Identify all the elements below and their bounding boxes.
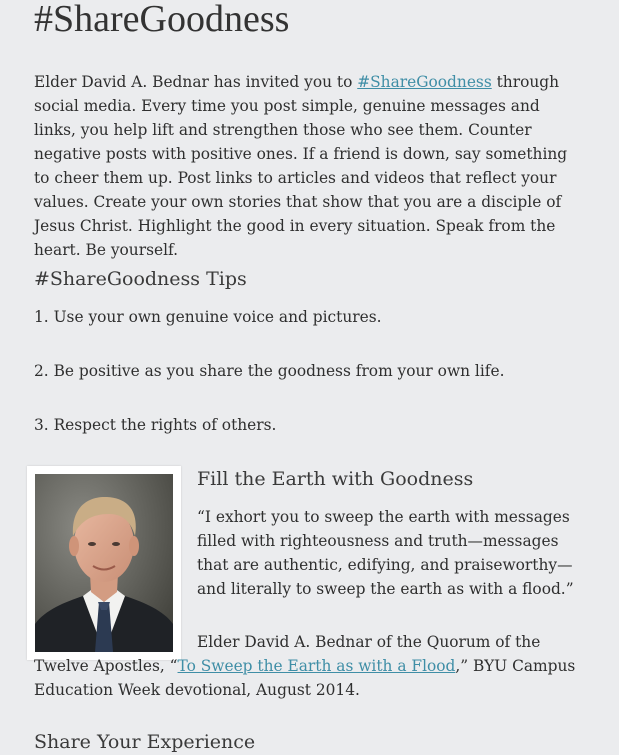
attribution-text-after: ,” BYU Campus Education Week devotional, August 2014.: [34, 657, 576, 699]
tip-item: 1. Use your own genuine voice and pictures.: [34, 308, 382, 326]
attribution-text-before: Elder David A. Bednar of the Quorum of the Twelve Apostles, “: [34, 633, 541, 675]
tips-heading: #ShareGoodness Tips: [34, 268, 247, 290]
intro-text-before: Elder David A. Bednar has invited you to: [34, 73, 358, 91]
tip-item: 2. Be positive as you share the goodness from your own life.: [34, 362, 505, 380]
sharegoodness-link[interactable]: #ShareGoodness: [357, 73, 492, 91]
quote-attribution: [34, 630, 590, 702]
share-experience-heading: Share Your Experience: [34, 731, 256, 753]
bednar-quote: “I exhort you to sweep the earth with messages filled with righteousness and truth—messages that are authentic, edifying, and praiseworthy—and literally to sweep the earth as with a flood.”: [197, 508, 574, 598]
fill-earth-heading: Fill the Earth with Goodness: [197, 468, 474, 490]
tip-item: 3. Respect the rights of others.: [34, 416, 277, 434]
page-title: #ShareGoodness: [34, 0, 290, 40]
sweep-earth-link[interactable]: To Sweep the Earth as with a Flood: [177, 657, 456, 675]
portrait-photo: [35, 474, 173, 652]
intro-text-after: through social media. Every time you post simple, genuine messages and links, you help lift and strengthen those who see them. Counter negative posts with positive ones. If a friend is down, say something to cheer them up. Post links to articles and videos that reflect your values. Create your own stories that show that you are a disciple of Jesus Christ. Highlight the good in every situation. Speak from the heart. Be yourself.: [34, 73, 568, 259]
intro-paragraph: [34, 70, 584, 262]
portrait-illustration: [35, 474, 173, 652]
